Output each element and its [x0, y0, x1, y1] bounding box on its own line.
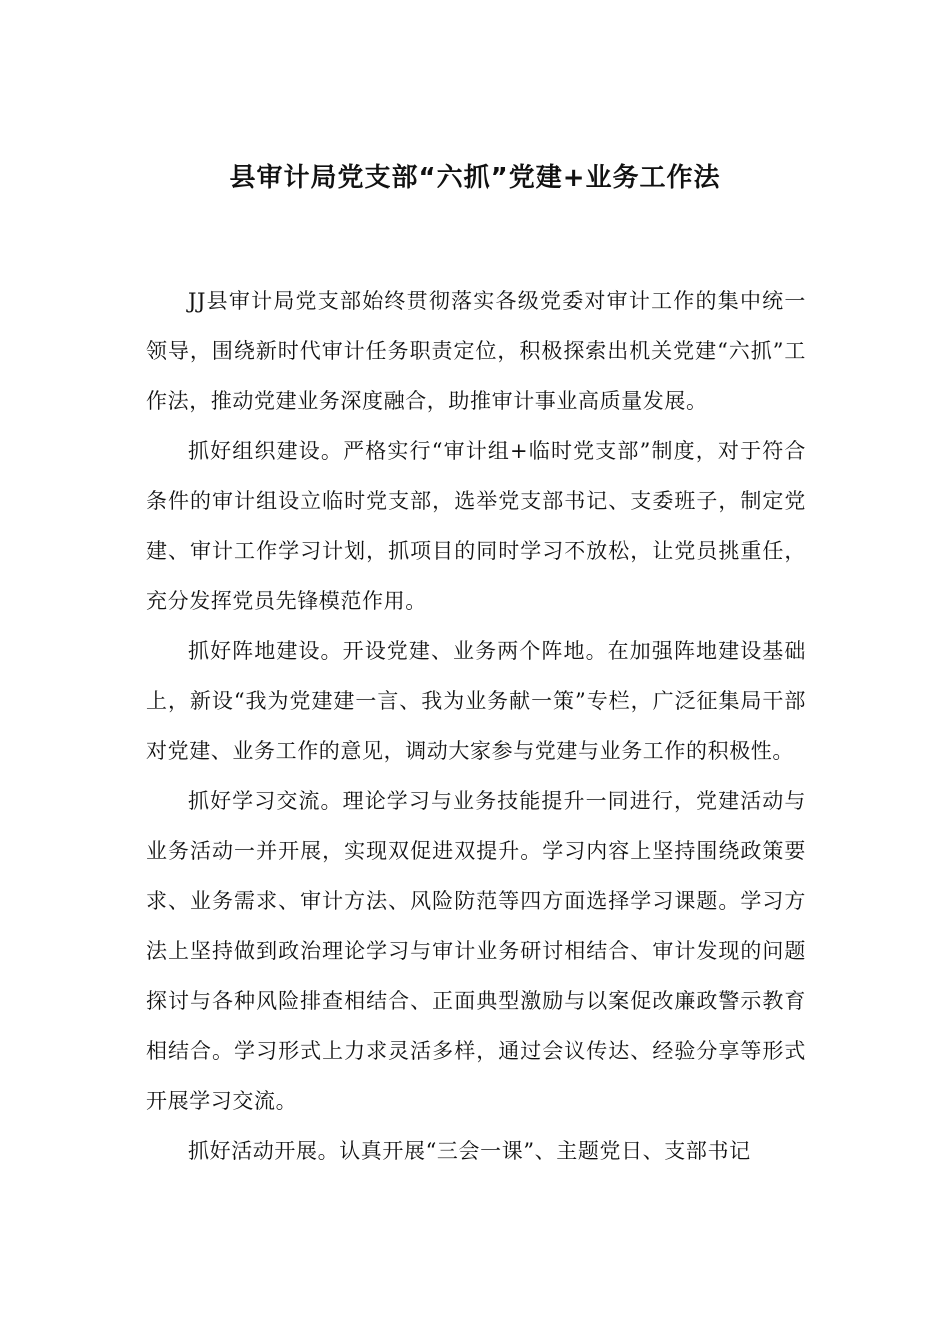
document-body	[146, 276, 806, 1176]
paragraph-position: 抓好阵地建设。开设党建、业务两个阵地。在加强阵地建设基础上，新设“我为党建建一言、我为业务献一策”专栏，广泛征集局干部对党建、业务工作的意见，调动大家参与党建与业务工作的积极性。	[146, 639, 806, 763]
paragraph-organization: 抓好组织建设。严格实行“审计组+临时党支部”制度，对于符合条件的审计组设立临时党支部，选举党支部书记、支委班子，制定党建、审计工作学习计划，抓项目的同时学习不放松，让党员挑重任，充分发挥党员先锋模范作用。	[146, 439, 806, 613]
paragraph-intro: JJ县审计局党支部始终贯彻落实各级党委对审计工作的集中统一领导，围绕新时代审计任务职责定位，积极探索出机关党建“六抓”工作法，推动党建业务深度融合，助推审计事业高质量发展。	[146, 289, 806, 413]
document-title: 县审计局党支部“六抓”党建+业务工作法	[229, 163, 721, 193]
paragraph-learning: 抓好学习交流。理论学习与业务技能提升一同进行，党建活动与业务活动一并开展，实现双促进双提升。学习内容上坚持围绕政策要求、业务需求、审计方法、风险防范等四方面选择学习课题。学习方法上坚持做到政治理论学习与审计业务研讨相结合、审计发现的问题探讨与各种风险排查相结合、正面典型激励与以案促改廉政警示教育相结合。学习形式上力求灵活多样，通过会议传达、经验分享等形式开展学习交流。	[146, 789, 806, 1113]
paragraph-activities: 抓好活动开展。认真开展“三会一课”、主题党日、支部书记	[188, 1139, 751, 1163]
